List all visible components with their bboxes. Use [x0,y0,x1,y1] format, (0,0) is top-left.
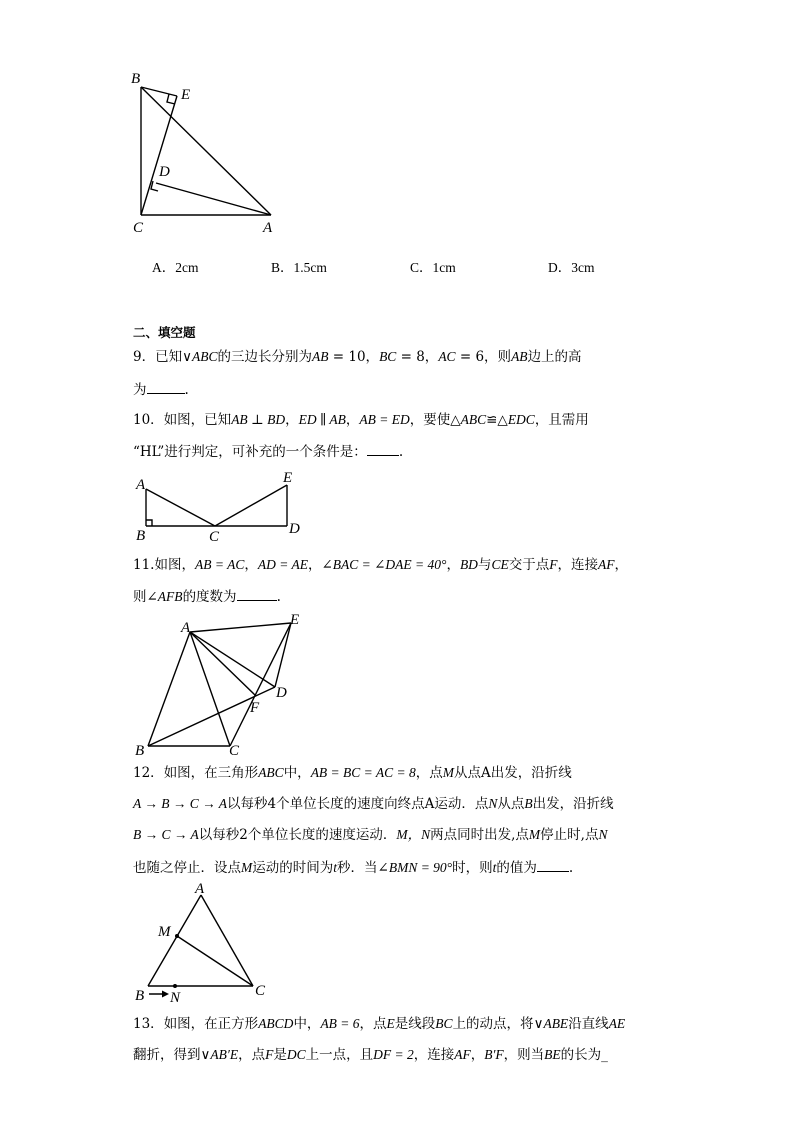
question-9-line-2: 为 . [133,382,189,398]
question-13-line-2: 翻折，得到∨AB′E，点F是DC上一点，且DF = 2，连接AF，B′F，则当BE的长为_ [133,1047,608,1063]
arrow-head-icon [162,991,169,998]
section-title: 二、填空题 [133,325,196,340]
label-c: C [255,983,266,999]
label-d: D [289,521,300,537]
label-a: A [136,477,146,493]
label-e: E [181,87,191,103]
label-f: F [250,700,260,716]
point-m [175,934,179,938]
label-d: D [159,164,170,180]
question-10-line-2: “HL”进行判定，可补充的一个条件是： . [133,444,404,460]
label-e: E [283,470,293,486]
label-b: B [136,528,146,544]
point-n [173,984,177,988]
label-b: B [135,743,145,759]
segment-ac [201,895,253,986]
question-12-line-3: B → C → A以每秒2个单位长度的速度运动．M，N两点同时出发,点M停止时,点N [133,827,608,843]
label-b: B [131,71,141,87]
segment-ab [148,895,201,986]
question-11-line-1: 11.如图，AB = AC，AD = AE，∠BAC = ∠DAE = 40°，BD与CE交于点F，连接AF， [133,557,628,573]
choice-d[interactable]: D．3cm [548,260,595,275]
label-d: D [276,685,287,701]
question-12-line-2: A → B → C → A以每秒4个单位长度的速度向终点A运动．点N从点B出发，沿折线 [133,796,614,812]
label-e: E [290,612,300,628]
label-a: A [195,881,205,897]
choice-b[interactable]: B．1.5cm [271,260,327,275]
label-a: A [181,620,191,636]
label-m: M [158,924,171,940]
question-9-line-1: 9．已知∨ABC的三边长分别为AB = 10，BC = 8，AC = 6，则AB边上的高 [133,349,582,365]
label-b: B [135,988,145,1004]
label-a: A [263,220,273,236]
segment-mc [177,936,253,986]
question-12-line-1: 12．如图，在三角形ABC中，AB = BC = AC = 8，点M从点A出发，沿折线 [133,765,572,781]
choice-c[interactable]: C．1cm [410,260,456,275]
label-c: C [209,529,220,545]
label-n: N [170,990,181,1006]
choice-a[interactable]: A．2cm [152,260,199,275]
question-12-line-4: 也随之停止．设点M运动的时间为t秒．当∠BMN = 90°时，则t的值为 . [133,860,574,876]
question-10-line-1: 10．如图，已知AB ⊥ BD，ED ∥ AB，AB = ED，要使△ABC≌△EDC，且需用 [133,412,589,428]
question-13-line-1: 13．如图，在正方形ABCD中，AB = 6，点E是线段BC上的动点，将∨ABE沿直线AE [133,1016,626,1032]
label-c: C [229,743,240,759]
label-c: C [133,220,144,236]
question-11-line-2: 则∠AFB的度数为 . [133,589,281,605]
